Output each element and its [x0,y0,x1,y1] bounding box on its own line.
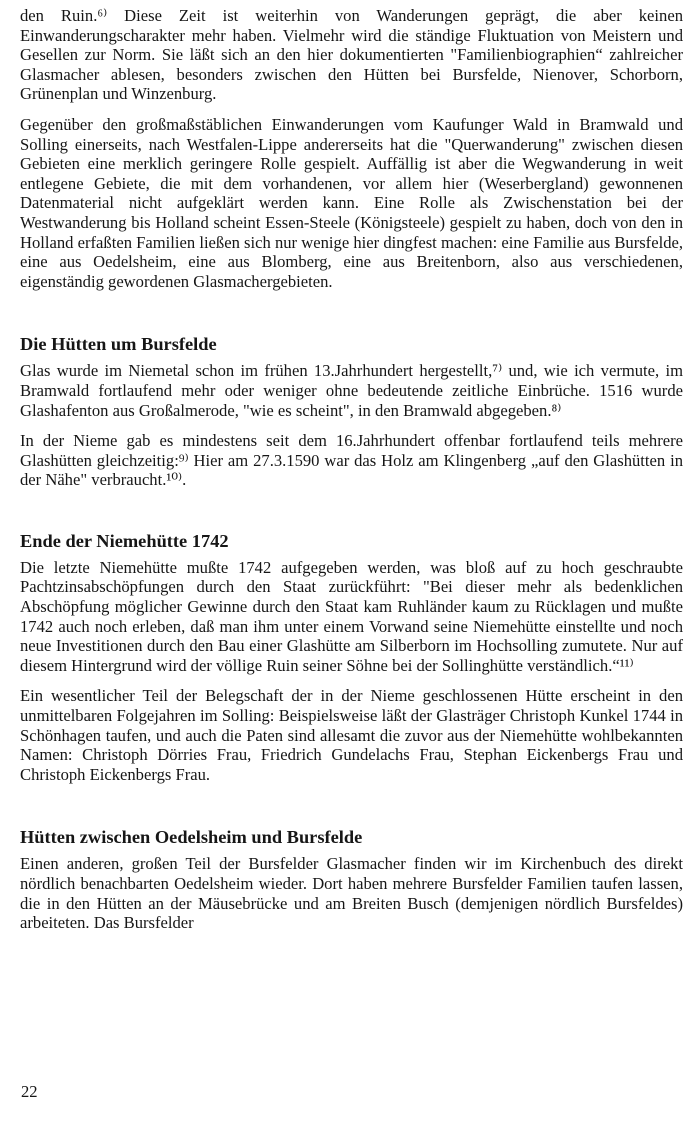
heading-ende-niemehuette: Ende der Niemehütte 1742 [20,530,229,551]
section-spacer [20,302,683,333]
heading-huetten-um-bursfelde: Die Hütten um Bursfelde [20,334,217,355]
page-number: 22 [21,1082,38,1101]
paragraph-querwanderung: Gegenüber den großmaßstäblichen Einwanderungen vom Kaufunger Wald in Bramwald und Solling einerseits, nach Westfalen-Lippe andererseits hat die "Querwanderung" zwischen diesen Gebieten eine merklich geringere Rolle gespielt. Auffällig ist aber die Wegwanderung in weit entlegene Gebiete, die mit dem vorhandenen, vor allem hier (Weserbergland) gewonnenen Datenmaterial nicht aufgeklärt werden kann. Eine Rolle als Zwischenstation bei der Westwanderung bis Holland scheint Essen-Steele (Königsteele) gespielt zu haben, doch von den in Holland erfaßten Familien ließen sich nur wenige hier dingfest machen: eine Familie aus Bursfelde, eine aus Oedelsheim, eine aus Blomberg, eine aus Breitenborn, also aus verschiedenen, eigenständig gewordenen Glasmachergebieten. [20,114,683,291]
paragraph-oedelsheim: Einen anderen, großen Teil der Bursfelder Glasmacher finden wir im Kirchenbuch des direkt nördlich benachbarten Oedelsheim wieder. Dort haben mehrere Bursfelder Familien taufen lassen, die in den Hütten an der Mäusebrücke und am Breiten Busch (demjenigen nördlich Bursfeldes) arbeiteten. Das Bursfelder [20,854,683,933]
paragraph-nieme-glashuetten: In der Nieme gab es mindestens seit dem 16.Jahrhundert offenbar fortlaufend teils mehrere Glashütten gleichzeitig:⁹⁾ Hier am 27.3.1590 war das Holz am Klingenberg „auf den Glashütten in der Nähe" verbraucht.¹⁰⁾. [20,431,683,490]
section-spacer [20,795,683,826]
heading-oedelsheim-bursfelde: Hütten zwischen Oedelsheim und Bursfelde [20,827,363,848]
page-body [20,6,683,944]
section-spacer [20,501,683,530]
paragraph-letzte-niemehuette: Die letzte Niemehütte mußte 1742 aufgegeben werden, was bloß auf zu hoch geschraubte Pachtzinsabschöpfungen durch den Staat zurückführt: "Bei dieser mehr als bedenklichen Abschöpfung möglicher Gewinne durch den Staat kam Ruhländer kaum zu Rücklagen und mußte 1742 auch noch erleben, daß man ihm unter einem Vorwand seine Niemehütte einstellte und noch neue Investitionen durch den Bau einer Glashütte am Silberborn im Hochsolling zumutete. Nur auf diesem Hintergrund wird der völlige Ruin seiner Söhne bei der Sollinghütte verständlich.“¹¹⁾ [20,557,683,675]
paragraph-niemetal-glas: Glas wurde im Niemetal schon im frühen 13.Jahrhundert hergestellt,⁷⁾ und, wie ich vermute, im Bramwald fortlaufend mehr oder weniger ohne bedeutende zeitliche Einbrüche. 1516 wurde Glashafenton aus Großalmerode, "wie es scheint", in den Bramwald abgegeben.⁸⁾ [20,361,683,420]
paragraph-ruin-wanderungen: den Ruin.⁶⁾ Diese Zeit ist weiterhin von Wanderungen geprägt, die aber keinen Einwanderungscharakter mehr haben. Vielmehr wird die ständige Fluktuation von Meistern und Gesellen zur Norm. Sie läßt sich an den hier dokumentierten "Familienbiographien“ zahlreicher Glasmacher ablesen, besonders zwischen den Hütten bei Bursfelde, Nienover, Schorborn, Grünenplan und Winzenburg. [20,6,683,104]
paragraph-belegschaft-solling: Ein wesentlicher Teil der Belegschaft der in der Nieme geschlossenen Hütte erscheint in den unmittelbaren Folgejahren im Solling: Beispielsweise läßt der Glasträger Christoph Kunkel 1744 in Schönhagen taufen, und auch die Paten sind allesamt die zuvor aus der Niemehütte wohlbekannten Namen: Christoph Dörries Frau, Friedrich Gundelachs Frau, Stephan Eickenbergs Frau und Christoph Eickenbergs Frau. [20,686,683,784]
